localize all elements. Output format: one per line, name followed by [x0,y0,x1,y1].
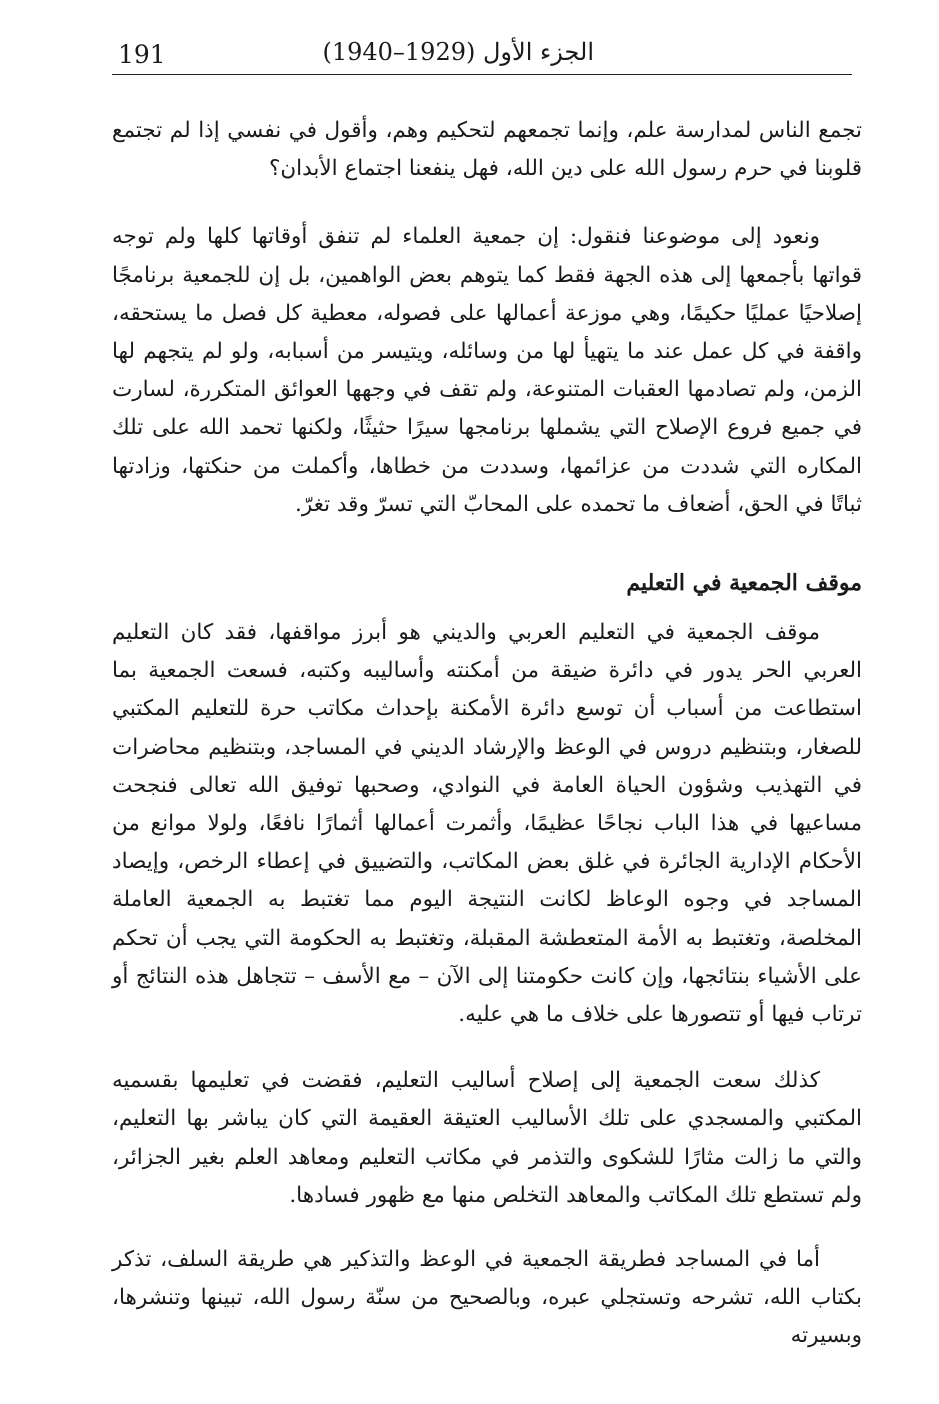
paragraph-teaching-methods: كذلك سعت الجمعية إلى إصلاح أساليب التعليم، فقضت في تعليمها بقسميه المكتبي والمسجدي على تلك الأساليب العتيقة العقيمة التي كان يباشر بها التعليم، والتي ما زالت مثارًا للشكوى والتذمر في مكاتب التعليم ومعاهد العلم بغير الجزائر، ولم تستطع تلك المكاتب والمعاهد التخلص منها مع ظهور فسادها. [112,1068,862,1208]
page-number: 191 [118,40,166,69]
paragraph-association-program: ونعود إلى موضوعنا فنقول: إن جمعية العلماء لم تنفق أوقاتها كلها ولم توجه قواتها بأجمعها إلى هذه الجهة فقط كما يتوهم بعض الواهمين، بل إن للجمعية برنامجًا إصلاحيًا عمليًا حكيمًا، وهي موزعة أعمالها على فصوله، معطية كل فصل ما يستحقه، واقفة في كل عمل عند ما يتهيأ لها من وسائله، ويتيسر من أسبابه، ولو لم يتجهم لها الزمن، ولم تصادمها العقبات المتنوعة، ولم تقف في وجهها العوائق المتكررة، لسارت في جميع فروع الإصلاح التي يشملها برنامجها سيرًا حثيثًا، ولكنها تحمد الله على تلك المكاره التي شددت من عزائمها، وسددت من خطاها، وأكملت من حنكتها، وزادتها ثباتًا في الحق، أضعاف ما تحمده على المحابّ التي تسرّ وقد تغرّ. [112,224,862,517]
paragraph-education-stance: موقف الجمعية في التعليم العربي والديني هو أبرز مواقفها، فقد كان التعليم العربي الحر يدور في دائرة ضيقة من أمكنته وأساليبه وكتبه، فسعت الجمعية بما استطاعت من أسباب أن توسع دائرة الأمكنة بإحداث مكاتب حرة للتعليم المكتبي للصغار، وبتنظيم دروس في الوعظ والإرشاد الديني في المساجد، وبتنظيم محاضرات في التهذيب وشؤون الحياة العامة في النوادي، وصحبها توفيق الله تعالى فنجحت مساعيها في هذا الباب نجاحًا عظيمًا، وأثمرت أعمالها أثمارًا نافعًا، ولولا موانع من الأحكام الإدارية الجائرة في غلق بعض المكاتب، والتضييق في إعطاء الرخص، وإيصاد المساجد في وجوه الوعاظ لكانت النتيجة اليوم مما تغتبط به الجمعية العاملة المخلصة، وتغتبط به الأمة المتعطشة المقبلة، وتغتبط به الحكومة التي يجب أن تحكم على الأشياء بنتائجها، وإن كانت حكومتنا إلى الآن – مع الأسف – تتجاهل هذه النتائج أو ترتاب فيها أو تتصورها على خلاف ما هي عليه. [112,620,862,1028]
paragraph-continuation: تجمع الناس لمدارسة علم، وإنما تجمعهم لتحكيم وهم، وأقول في نفسي إذا لم تجتمع قلوبنا في حرم رسول الله على دين الله، فهل ينفعنا اجتماع الأبدان؟ [112,118,862,182]
running-title: الجزء الأول (1929–1940) [322,38,594,66]
section-heading: موقف الجمعية في التعليم [626,570,862,597]
page-header [112,36,852,75]
page-body [112,112,862,1356]
paragraph-mosque-preaching: أما في المساجد فطريقة الجمعية في الوعظ والتذكير هي طريقة السلف، تذكر بكتاب الله، تشرحه وتستجلي عبره، وبالصحيح من سنّة رسول الله، تبينها وتنشرها، وبسيرته [112,1247,862,1349]
